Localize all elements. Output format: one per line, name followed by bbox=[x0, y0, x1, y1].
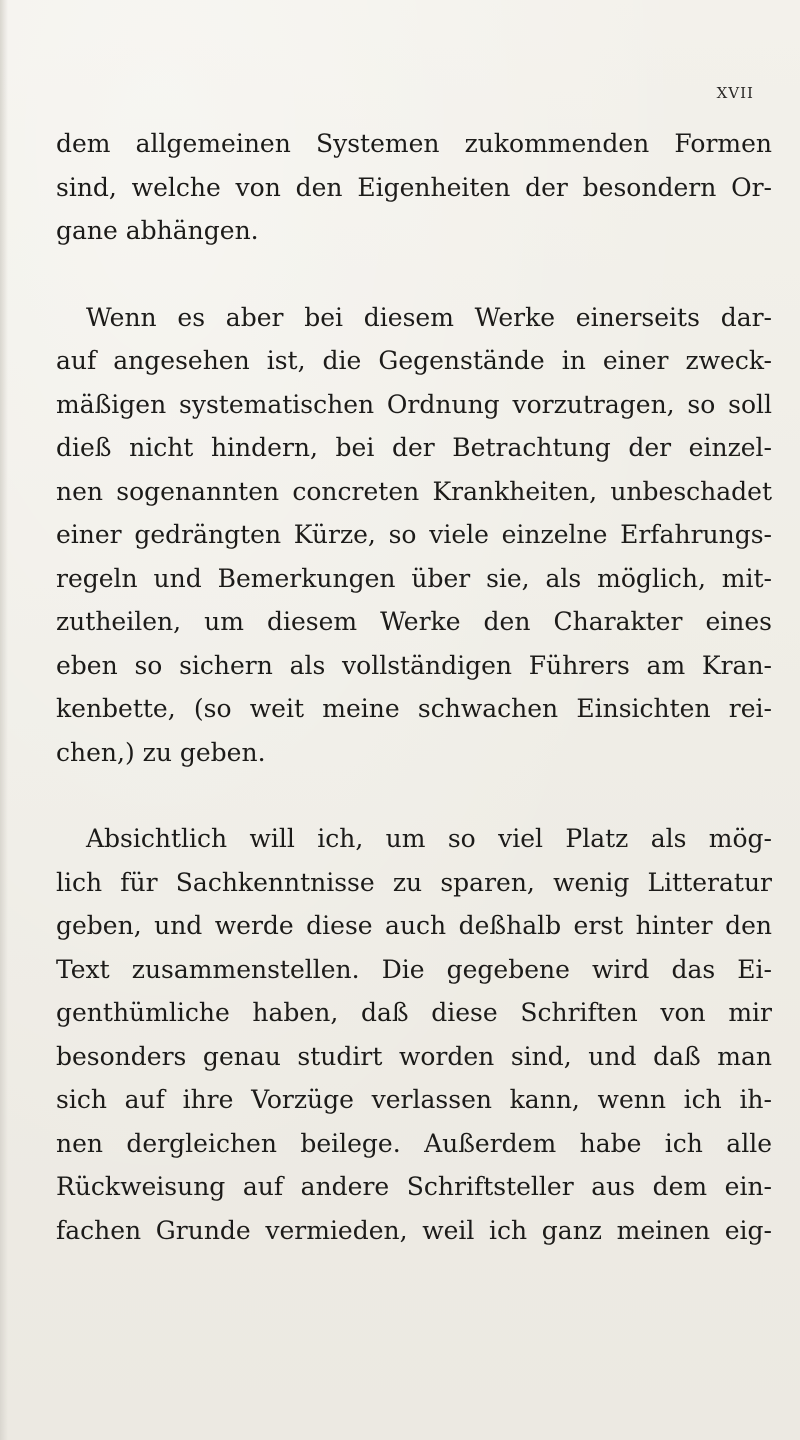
text-line: sich auf ihre Vorzüge verlassen kann, wenn ich ih- bbox=[56, 1085, 772, 1114]
paragraph-gap bbox=[56, 253, 772, 296]
text-line: nen dergleichen beilege. Außerdem habe ich alle bbox=[56, 1128, 772, 1158]
text-line: mäßigen systematischen Ordnung vorzutragen, so soll bbox=[56, 389, 772, 419]
paragraph-2 bbox=[56, 296, 772, 775]
text-line: auf angesehen ist, die Gegenstände in einer zweck- bbox=[56, 346, 772, 375]
text-line: Text zusammenstellen. Die gegebene wird das Ei- bbox=[56, 954, 772, 984]
text-line: dem allgemeinen Systemen zukommenden Formen bbox=[56, 129, 772, 158]
page-number: XVII bbox=[716, 84, 754, 102]
text-line: Wenn es aber bei diesem Werke einerseits dar- bbox=[86, 302, 772, 332]
text-line: besonders genau studirt worden sind, und daß man bbox=[56, 1041, 772, 1071]
text-line: einer gedrängten Kürze, so viele einzelne Erfahrungs- bbox=[56, 520, 772, 549]
text-line: Rückweisung auf andere Schriftsteller aus dem ein- bbox=[56, 1172, 772, 1201]
text-line: chen,) zu geben. bbox=[56, 737, 266, 767]
text-line: Absichtlich will ich, um so viel Platz als mög- bbox=[86, 824, 772, 853]
paragraph-1 bbox=[56, 122, 772, 253]
text-line: eben so sichern als vollständigen Führers am Kran- bbox=[56, 650, 772, 680]
text-line: kenbette, (so weit meine schwachen Einsichten rei- bbox=[56, 694, 772, 723]
text-line: zutheilen, um diesem Werke den Charakter eines bbox=[56, 607, 772, 636]
text-line: genthümliche haben, daß diese Schriften von mir bbox=[56, 998, 772, 1027]
page-edge-shadow bbox=[0, 0, 8, 1440]
text-line: dieß nicht hindern, bei der Betrachtung der einzel- bbox=[56, 433, 772, 462]
body-text bbox=[56, 122, 772, 1252]
paragraph-gap bbox=[56, 774, 772, 817]
text-line: gane abhängen. bbox=[56, 216, 259, 245]
text-line: nen sogenannten concreten Krankheiten, unbeschadet bbox=[56, 476, 772, 506]
paragraph-3 bbox=[56, 817, 772, 1252]
text-line: regeln und Bemerkungen über sie, als möglich, mit- bbox=[56, 563, 772, 593]
text-line: geben, und werde diese auch deßhalb erst hinter den bbox=[56, 911, 772, 940]
text-line: fachen Grunde vermieden, weil ich ganz meinen eig- bbox=[56, 1215, 772, 1245]
text-line: sind, welche von den Eigenheiten der besondern Or- bbox=[56, 172, 772, 202]
text-line: lich für Sachkenntnisse zu sparen, wenig Litteratur bbox=[56, 867, 772, 897]
